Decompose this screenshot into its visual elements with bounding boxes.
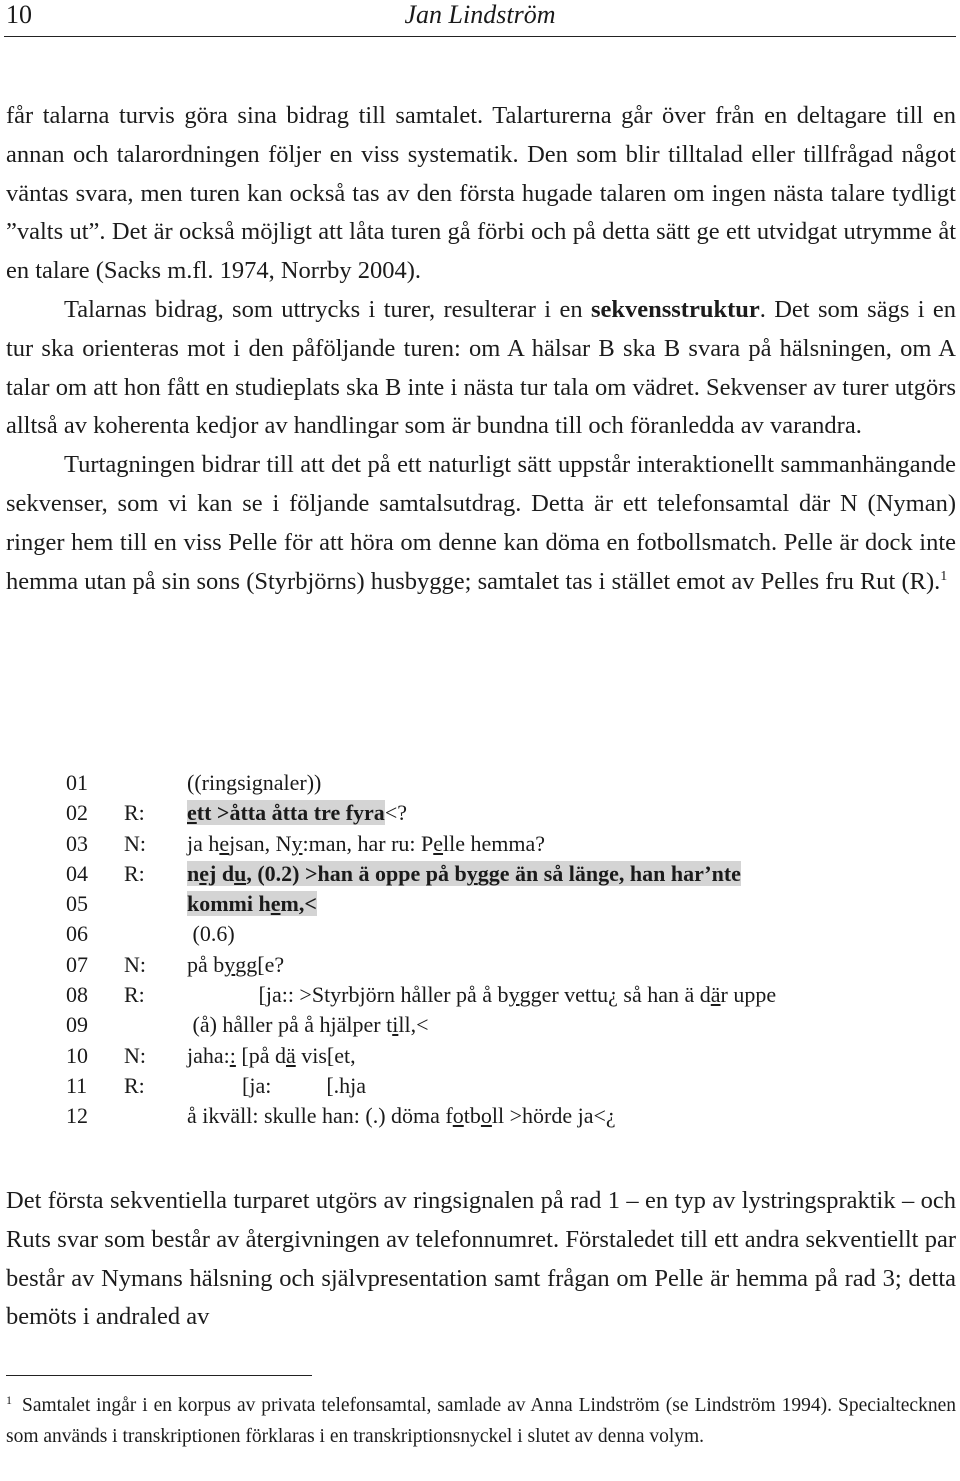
utterance-segment: jsan, N <box>229 830 292 856</box>
line-number: 08 <box>66 982 88 1008</box>
utterance-segment: o <box>480 1103 492 1129</box>
utterance-segment: vis[et, <box>295 1042 356 1068</box>
utterance-segment: r uppe <box>720 982 777 1008</box>
transcript-line <box>66 950 926 980</box>
speaker-label: R: <box>124 982 145 1008</box>
utterance-segment: gge än så länge, han har’nte <box>477 860 741 886</box>
page-header <box>0 0 960 36</box>
paragraph-2-after: . Det som sägs i en tur ska orienteras mot i den påföljande turen: om A hälsar B ska B svara på hälsningen, om A talar om att hon fått en studieplats ska B inte i nästa tur tala om vädret. Sekvenser av turer utgörs alltså av koherenta kedjor av handlingar som är bundna till och föranledda av varandra. <box>6 295 956 440</box>
utterance-segment: y <box>291 830 303 856</box>
utterance-segment: e <box>219 830 230 856</box>
utterance-segment: m,< <box>280 891 317 917</box>
speaker-label: R: <box>124 800 145 826</box>
utterance-segment: (å) håller på å hjälper t <box>187 1012 393 1038</box>
running-head: Jan Lindström <box>404 0 556 29</box>
footnote-reference[interactable]: 1 <box>940 568 948 584</box>
speaker-label: R: <box>124 1072 145 1098</box>
transcript-line <box>66 919 926 949</box>
utterance-segment: gger vettu¿ så han ä d <box>519 982 711 1008</box>
transcript-line <box>66 1041 926 1071</box>
utterance-segment: u <box>234 860 247 886</box>
speaker-label: N: <box>124 951 146 977</box>
line-number: 11 <box>66 1072 88 1098</box>
speaker-label: N: <box>124 830 146 856</box>
utterance <box>187 1010 428 1040</box>
utterance-segment: ej <box>199 860 217 886</box>
utterance-segment: [ja:: >Styrbjörn håller på å b <box>187 982 509 1008</box>
transcript-line <box>66 980 926 1010</box>
utterance-segment: ä <box>710 982 721 1008</box>
paragraph-2 <box>6 291 956 446</box>
transcript-line <box>66 1010 926 1040</box>
line-number: 03 <box>66 830 88 856</box>
utterance-segment: lle hemma? <box>443 830 546 856</box>
utterance-segment: y <box>224 951 236 977</box>
footnote <box>6 1390 956 1452</box>
utterance-segment: e <box>187 800 197 826</box>
footnote-rule <box>6 1375 312 1376</box>
line-number: 01 <box>66 770 88 795</box>
utterance-segment: [på d <box>235 1042 286 1068</box>
utterance <box>187 798 407 828</box>
utterance <box>187 980 776 1010</box>
utterance-segment: jaha: <box>187 1042 230 1068</box>
utterance <box>187 889 317 919</box>
main-text-continued <box>6 1182 956 1337</box>
utterance-segment: : <box>229 1042 236 1068</box>
utterance-segment: n <box>187 860 200 886</box>
paragraph-3-text: Turtagningen bidrar till att det på ett naturligt sätt uppstår interaktionellt sammanhängande sekvenser, som vi kan se i följande samtalsutdrag. Detta är ett telefonsamtal där N (Nyman) ringer hem till en viss Pelle för att höra om denne kan döma en fotbollsmatch. Pelle är dock inte hemma utan på sin sons (Styrbjörns) husbygge; samtalet tas i stället emot av Pelles fru Rut (R). <box>6 451 956 595</box>
utterance-segment: kommi h <box>187 891 271 917</box>
utterance-segment: på b <box>187 951 225 977</box>
paragraph-4: Det första sekventiella turparet utgörs av ringsignalen på rad 1 – en typ av lystringspraktik – och Ruts svar som består av återgivningen av telefonnumret. Förstaledet till ett andra sekventiellt par består av Nymans hälsning och självpresentation samt frågan om Pelle är hemma på rad 3; detta bemöts i andraled av <box>6 1187 956 1331</box>
paragraph-3 <box>6 446 956 601</box>
footnote-text: Samtalet ingår i en korpus av privata telefonsamtal, samlade av Anna Lindström (se Lindström 1994). Specialtecknen som används i transkriptionen förklaras i en transkriptionsnyckel i slutet av denna volym. <box>6 1395 956 1447</box>
utterance-segment: ä <box>285 1042 296 1068</box>
paragraph-1: får talarna turvis göra sina bidrag till samtalet. Talarturerna går över från en deltagare till en annan och talarordningen följer en viss systematik. Den som blir tilltalad eller tillfrågad något väntas svara, men turen kan också tas av den första hugade talaren om ingen nästa talare tydligt ”valts ut”. Det är också möjligt att låta turen gå förbi och på detta sätt ge ett utvidgat utrymme åt en talare (Sacks m.fl. 1974, Norrby 2004). <box>6 102 956 285</box>
line-number: 09 <box>66 1012 88 1038</box>
transcript-line <box>66 889 926 919</box>
utterance-segment: ja h <box>187 830 220 856</box>
footnote-mark: 1 <box>6 1392 12 1407</box>
speaker-label: N: <box>124 1042 146 1068</box>
header-rule <box>4 36 956 37</box>
line-number: 10 <box>66 1042 88 1068</box>
line-number: 05 <box>66 891 88 917</box>
utterance-segment: tt >åtta åtta tre fyra <box>196 800 385 826</box>
transcript-line <box>66 768 926 798</box>
speaker-label: R: <box>124 860 145 886</box>
utterance-segment: o <box>452 1103 464 1129</box>
utterance-segment: ll,< <box>398 1012 429 1038</box>
utterance-segment: :man, har ru: P <box>302 830 434 856</box>
main-text <box>6 97 956 601</box>
utterance <box>187 950 284 980</box>
utterance <box>187 859 741 889</box>
transcript-excerpt <box>66 768 926 1132</box>
utterance-segment: ll >hörde ja<¿ <box>491 1103 616 1129</box>
utterance <box>187 919 235 949</box>
utterance <box>187 829 545 859</box>
utterance-segment: gg[e? <box>235 951 285 977</box>
utterance-segment: d <box>216 860 235 886</box>
utterance-segment: tb <box>463 1103 481 1129</box>
transcript-line <box>66 1101 926 1131</box>
line-number: 06 <box>66 921 88 947</box>
line-number: 04 <box>66 860 88 886</box>
transcript-line <box>66 798 926 828</box>
utterance-segment: y <box>508 982 520 1008</box>
utterance-segment: (0.6) <box>187 921 235 947</box>
utterance-segment: y <box>466 860 478 886</box>
utterance <box>187 1071 366 1101</box>
paragraph-2-before: Talarnas bidrag, som uttrycks i turer, resulterar i en <box>64 295 591 323</box>
transcript-line <box>66 859 926 889</box>
utterance <box>187 1041 356 1071</box>
utterance <box>187 768 321 798</box>
line-number: 07 <box>66 951 88 977</box>
utterance-segment: e <box>433 830 444 856</box>
transcript-line <box>66 1071 926 1101</box>
utterance-segment: e <box>270 891 281 917</box>
line-number: 12 <box>66 1103 88 1129</box>
utterance-segment: ((ringsignaler)) <box>187 770 322 795</box>
page-number: 10 <box>6 0 32 29</box>
utterance-segment: <? <box>384 800 407 826</box>
utterance-segment: [ja: [.hja <box>187 1072 367 1098</box>
term-sekvensstruktur: sekvensstruktur <box>590 295 760 323</box>
utterance-segment: å ikväll: skulle han: (.) döma f <box>187 1103 453 1129</box>
utterance-segment: i <box>392 1012 399 1038</box>
utterance-segment: >han ä oppe på b <box>305 860 467 886</box>
utterance-segment: , (0.2) <box>246 860 305 886</box>
utterance <box>187 1101 616 1131</box>
line-number: 02 <box>66 800 88 826</box>
transcript-line <box>66 829 926 859</box>
